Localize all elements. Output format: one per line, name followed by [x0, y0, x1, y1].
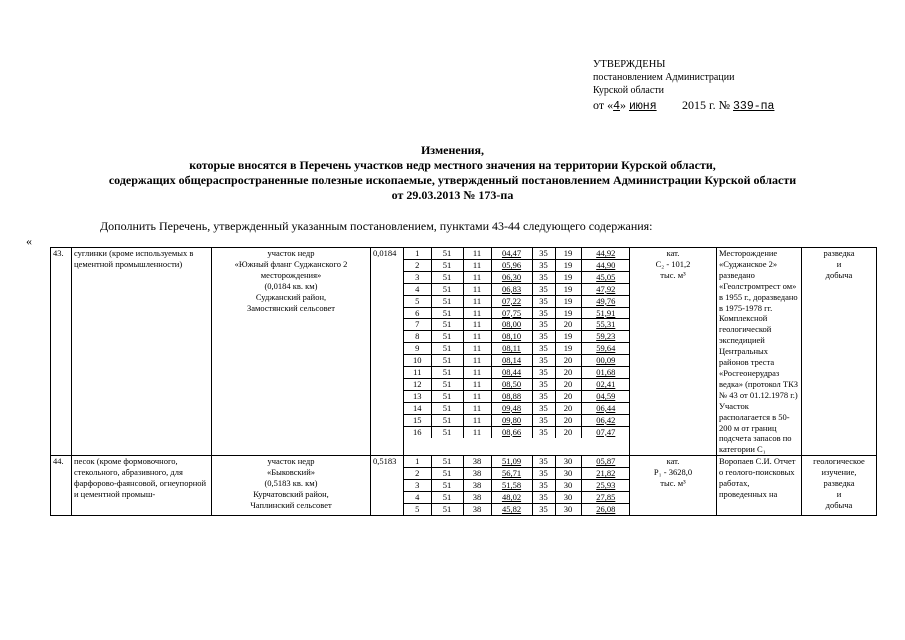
- coordinate-value: 51,09: [491, 456, 532, 467]
- coordinate-row: [404, 319, 630, 331]
- reserves-line: тыс. м³: [660, 269, 686, 280]
- opening-quote: «: [26, 234, 32, 248]
- coordinate-value: 56,71: [491, 468, 532, 480]
- coordinate-value: 11: [463, 367, 491, 379]
- coordinate-row: [404, 402, 630, 414]
- coordinate-value: 08,14: [491, 355, 532, 367]
- coordinate-value: 08,66: [491, 426, 532, 437]
- coordinate-row: [404, 307, 630, 319]
- coordinate-value: 35: [532, 378, 555, 390]
- coordinate-value: 19: [555, 295, 581, 307]
- point-number: 4: [404, 283, 431, 295]
- coordinate-row: [404, 491, 630, 503]
- subsoil-sites-table: [50, 247, 877, 516]
- decree-number: 339-па: [733, 100, 775, 113]
- coordinate-value: 35: [532, 331, 555, 343]
- coordinate-value: 08,11: [491, 343, 532, 355]
- coordinate-value: 19: [555, 307, 581, 319]
- reserves-line: кат.: [666, 248, 680, 258]
- coordinate-value: 44,90: [581, 259, 630, 271]
- point-number: 7: [404, 319, 431, 331]
- reserves-line: кат.: [666, 456, 680, 467]
- coordinate-value: 35: [532, 319, 555, 331]
- point-number: 1: [404, 248, 431, 259]
- intro-text: Дополнить Перечень, утвержденный указанным постановлением, пунктами 43-44 следующего содержания:: [100, 219, 653, 233]
- row-number: 44.: [51, 456, 72, 516]
- coordinate-value: 45,82: [491, 503, 532, 514]
- point-number: 14: [404, 402, 431, 414]
- coordinate-value: 11: [463, 259, 491, 271]
- coordinate-value: 11: [463, 390, 491, 402]
- coordinate-value: 11: [463, 343, 491, 355]
- site-line: Замостянский сельсовет: [246, 302, 336, 313]
- coordinate-value: 02,41: [581, 378, 630, 390]
- coordinate-value: 51: [431, 503, 463, 514]
- coordinate-value: 35: [532, 355, 555, 367]
- coordinate-value: 01,68: [581, 367, 630, 379]
- site-line: Суджанский район,: [255, 291, 327, 302]
- coordinate-value: 51: [431, 367, 463, 379]
- mineral-type: суглинки (кроме используемых в цементной промышленности): [72, 248, 212, 456]
- row-number: 43.: [51, 248, 72, 456]
- coordinate-row: [404, 456, 630, 467]
- coordinate-row: [404, 468, 630, 480]
- coordinate-value: 59,23: [581, 331, 630, 343]
- coordinate-row: [404, 295, 630, 307]
- site-line: «Южный фланг Суджанского 2: [234, 258, 348, 269]
- site-description: [212, 456, 371, 516]
- coordinate-value: 51,91: [581, 307, 630, 319]
- coordinate-row: [404, 271, 630, 283]
- coordinate-row: [404, 390, 630, 402]
- coordinate-value: 47,92: [581, 283, 630, 295]
- coordinate-value: 20: [555, 319, 581, 331]
- site-line: Курчатовский район,: [253, 488, 329, 499]
- site-line: (0,0184 кв. км): [264, 280, 318, 291]
- coordinate-row: [404, 331, 630, 343]
- coordinate-value: 11: [463, 295, 491, 307]
- approval-heading: УТВЕРЖДЕНЫ: [593, 59, 666, 70]
- coordinate-value: 04,47: [491, 248, 532, 259]
- coordinate-value: 45,05: [581, 271, 630, 283]
- coordinate-value: 19: [555, 343, 581, 355]
- point-number: 1: [404, 456, 431, 467]
- coordinate-value: 35: [532, 468, 555, 480]
- coordinate-row: [404, 426, 630, 437]
- coordinate-value: 44,92: [581, 248, 630, 259]
- coordinate-value: 30: [555, 468, 581, 480]
- coordinate-value: 51: [431, 331, 463, 343]
- coordinate-value: 20: [555, 426, 581, 437]
- geological-info: Месторождение «Суджанское 2» разведано «Геолстромтрест ом» в 1955 г., доразведано в 1975-1978 гг. Комплексной геологической экспедицией Центральных районов треста «Росгеонерудраз ведка» (протокол ТКЗ № 43 от 01.12.1978 г.) Участок располагается в 50-200 м от границ подсчета запасов по категории C₁: [717, 248, 802, 456]
- coordinate-value: 09,48: [491, 402, 532, 414]
- coordinate-value: 19: [555, 259, 581, 271]
- point-number: 13: [404, 390, 431, 402]
- coordinate-value: 51: [431, 355, 463, 367]
- coordinate-row: [404, 355, 630, 367]
- table-row: [51, 456, 877, 516]
- point-number: 4: [404, 491, 431, 503]
- coordinate-value: 35: [532, 271, 555, 283]
- coordinate-value: 20: [555, 390, 581, 402]
- coordinate-value: 35: [532, 283, 555, 295]
- date-mid: »: [620, 98, 626, 112]
- coordinate-value: 35: [532, 491, 555, 503]
- coordinate-value: 30: [555, 480, 581, 492]
- coordinate-value: 11: [463, 426, 491, 437]
- coordinate-value: 05,87: [581, 456, 630, 467]
- coordinate-value: 21,82: [581, 468, 630, 480]
- coordinate-value: 38: [463, 491, 491, 503]
- coordinate-value: 08,00: [491, 319, 532, 331]
- approval-line-3: Курской области: [593, 85, 664, 96]
- coordinate-value: 51,58: [491, 480, 532, 492]
- usage-line: и: [836, 258, 842, 269]
- coordinate-value: 51: [431, 307, 463, 319]
- coordinate-value: 35: [532, 295, 555, 307]
- coordinate-value: 51: [431, 283, 463, 295]
- coordinate-value: 35: [532, 414, 555, 426]
- coordinate-value: 30: [555, 503, 581, 514]
- coordinate-value: 19: [555, 283, 581, 295]
- site-line: участок недр: [267, 456, 315, 467]
- coordinate-value: 20: [555, 367, 581, 379]
- coordinate-value: 51: [431, 491, 463, 503]
- coordinate-value: 51: [431, 414, 463, 426]
- coordinate-value: 35: [532, 367, 555, 379]
- usage-line: добыча: [825, 269, 853, 280]
- coordinate-value: 11: [463, 283, 491, 295]
- point-number: 11: [404, 367, 431, 379]
- site-area: 0,0184: [371, 248, 404, 456]
- coordinate-value: 51: [431, 378, 463, 390]
- coordinate-value: 25,93: [581, 480, 630, 492]
- title-line-1: Изменения,: [420, 143, 485, 157]
- coordinate-value: 11: [463, 402, 491, 414]
- point-number: 15: [404, 414, 431, 426]
- title-line-4: от 29.03.2013 № 173-па: [391, 188, 514, 202]
- coordinate-value: 35: [532, 343, 555, 355]
- coordinate-value: 04,59: [581, 390, 630, 402]
- usage-purpose: [802, 248, 877, 456]
- coordinate-row: [404, 283, 630, 295]
- coordinate-value: 08,88: [491, 390, 532, 402]
- coordinate-value: 19: [555, 331, 581, 343]
- approval-stamp: [593, 58, 774, 115]
- site-line: Чаплинский сельсовет: [250, 499, 332, 510]
- coordinate-value: 51: [431, 319, 463, 331]
- coordinate-value: 35: [532, 259, 555, 271]
- coordinate-value: 08,10: [491, 331, 532, 343]
- document-title: [0, 143, 905, 203]
- title-line-3: содержащих общераспространенные полезные ископаемые, утвержденный постановлением Администрации Курской области: [108, 173, 797, 187]
- point-number: 5: [404, 295, 431, 307]
- coordinate-value: 11: [463, 355, 491, 367]
- point-number: 8: [404, 331, 431, 343]
- point-number: 3: [404, 480, 431, 492]
- point-number: 16: [404, 426, 431, 437]
- point-number: 2: [404, 468, 431, 480]
- usage-line: разведка: [823, 478, 855, 489]
- approval-line-2: постановлением Администрации: [593, 72, 735, 83]
- coordinates-table: [404, 456, 630, 515]
- coordinate-value: 35: [532, 402, 555, 414]
- coordinate-value: 11: [463, 378, 491, 390]
- coordinate-value: 35: [532, 503, 555, 514]
- site-description: [212, 248, 371, 456]
- coordinate-value: 55,31: [581, 319, 630, 331]
- point-number: 9: [404, 343, 431, 355]
- coordinates-table: [404, 248, 630, 438]
- coordinate-value: 38: [463, 480, 491, 492]
- coordinate-value: 51: [431, 295, 463, 307]
- coordinate-value: 20: [555, 414, 581, 426]
- geological-info: Воропаев С.И. Отчет о геолого-поисковых работах, проведенных на: [717, 456, 802, 516]
- coordinate-value: 38: [463, 503, 491, 514]
- coordinate-value: 11: [463, 248, 491, 259]
- coordinate-value: 30: [555, 456, 581, 467]
- coordinate-value: 51: [431, 390, 463, 402]
- coordinate-value: 07,22: [491, 295, 532, 307]
- title-line-2: которые вносятся в Перечень участков недр местного значения на территории Курской области,: [189, 158, 716, 172]
- coordinate-row: [404, 378, 630, 390]
- date-month: июня: [629, 100, 657, 113]
- point-number: 5: [404, 503, 431, 514]
- site-line: участок недр: [267, 248, 315, 258]
- coordinate-value: 11: [463, 319, 491, 331]
- coordinate-value: 30: [555, 491, 581, 503]
- coordinate-value: 06,30: [491, 271, 532, 283]
- coordinate-value: 05,96: [491, 259, 532, 271]
- mineral-type: песок (кроме формовочного, стекольного, абразивного, для фарфорово-фаянсовой, огнеупорной и цементной промыш-: [72, 456, 212, 516]
- date-year: 2015 г. №: [682, 98, 731, 112]
- reserves-line: P₁ - 3628,0: [653, 467, 693, 478]
- coordinate-value: 35: [532, 248, 555, 259]
- coordinate-row: [404, 248, 630, 259]
- point-number: 10: [404, 355, 431, 367]
- coordinate-value: 51: [431, 259, 463, 271]
- coordinate-value: 51: [431, 343, 463, 355]
- coordinate-value: 08,44: [491, 367, 532, 379]
- usage-line: геологическое: [813, 456, 865, 467]
- site-line: «Быковский»: [266, 467, 315, 478]
- coordinate-value: 11: [463, 331, 491, 343]
- coordinate-value: 27,85: [581, 491, 630, 503]
- coordinate-value: 00,09: [581, 355, 630, 367]
- coordinate-value: 06,44: [581, 402, 630, 414]
- coordinate-value: 59,64: [581, 343, 630, 355]
- usage-line: изучение,: [821, 467, 857, 478]
- reserves-line: тыс. м³: [660, 478, 686, 489]
- coordinate-row: [404, 343, 630, 355]
- coordinate-value: 20: [555, 378, 581, 390]
- coordinate-value: 35: [532, 426, 555, 437]
- date-day: 4: [613, 100, 620, 113]
- point-number: 3: [404, 271, 431, 283]
- usage-purpose: [802, 456, 877, 516]
- coordinate-value: 07,47: [596, 426, 616, 437]
- coordinate-value: 08,50: [491, 378, 532, 390]
- point-number: 2: [404, 259, 431, 271]
- table-row: [51, 248, 877, 456]
- coordinate-value: 51: [431, 468, 463, 480]
- coordinate-value: 06,83: [491, 283, 532, 295]
- coordinate-value: 11: [463, 414, 491, 426]
- coordinate-value: 51: [431, 271, 463, 283]
- coordinate-value: 51: [431, 456, 463, 467]
- usage-line: разведка: [823, 248, 855, 258]
- coordinate-value: 06,42: [581, 414, 630, 426]
- coordinate-value: 11: [463, 307, 491, 319]
- coordinate-value: 48,02: [491, 491, 532, 503]
- site-line: (0,5183 кв. км): [264, 478, 318, 489]
- coordinate-value: 35: [532, 480, 555, 492]
- coordinate-value: 51: [431, 480, 463, 492]
- coordinate-value: 51: [431, 248, 463, 259]
- site-area: 0,5183: [371, 456, 404, 516]
- date-prefix: от «: [593, 98, 614, 112]
- coordinate-row: [404, 259, 630, 271]
- coordinate-value: 19: [555, 248, 581, 259]
- coordinate-value: 35: [532, 307, 555, 319]
- reserves-line: C₂ - 101,2: [655, 258, 691, 269]
- coordinate-row: [404, 480, 630, 492]
- reserves: [630, 456, 717, 516]
- coordinate-value: 20: [555, 355, 581, 367]
- coordinate-value: 07,75: [491, 307, 532, 319]
- coordinates-cell: [404, 248, 630, 456]
- coordinate-value: 38: [463, 468, 491, 480]
- point-number: 12: [404, 378, 431, 390]
- coordinate-value: 19: [555, 271, 581, 283]
- usage-line: добыча: [825, 499, 853, 510]
- coordinate-value: 51: [431, 426, 463, 437]
- coordinate-row: [404, 503, 630, 514]
- coordinate-value: 49,76: [581, 295, 630, 307]
- coordinate-value: 35: [532, 390, 555, 402]
- coordinate-value: 35: [532, 456, 555, 467]
- coordinate-value: 09,80: [491, 414, 532, 426]
- coordinate-row: [404, 367, 630, 379]
- approval-date: [593, 97, 774, 115]
- coordinates-cell: [404, 456, 630, 516]
- coordinate-value: 38: [463, 456, 491, 467]
- site-line: месторождения»: [260, 269, 322, 280]
- reserves: [630, 248, 717, 456]
- coordinate-value: 20: [555, 402, 581, 414]
- coordinate-value: 26,08: [596, 503, 616, 514]
- usage-line: и: [836, 488, 842, 499]
- coordinate-row: [404, 414, 630, 426]
- coordinate-value: 11: [463, 271, 491, 283]
- coordinate-value: 51: [431, 402, 463, 414]
- point-number: 6: [404, 307, 431, 319]
